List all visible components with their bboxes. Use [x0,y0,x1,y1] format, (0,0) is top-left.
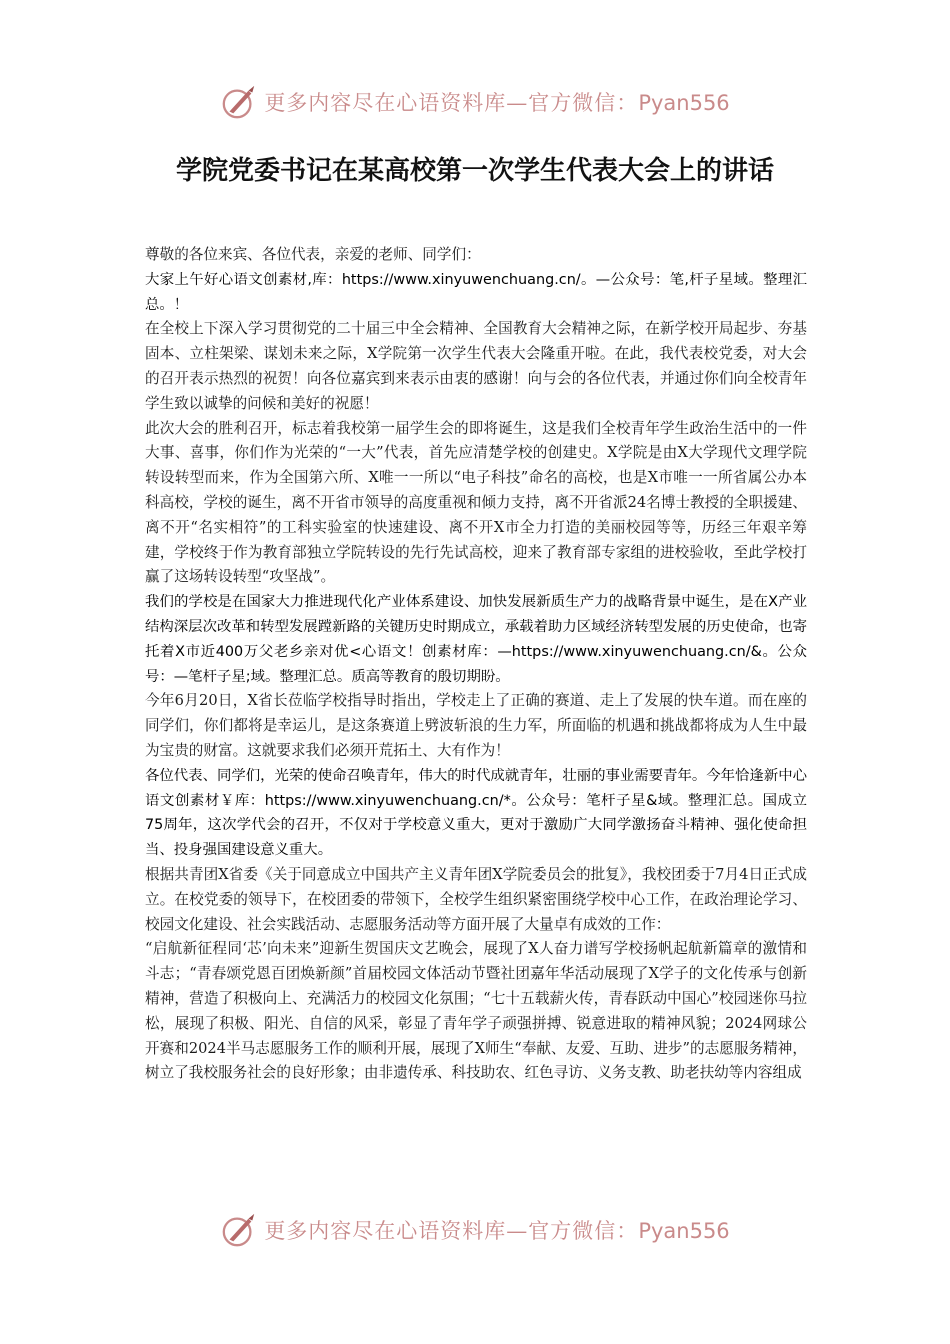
banner-text [264,87,729,117]
paragraph-activities: “启航新征程同‘芯’向未来”迎新生贺国庆文艺晚会，展现了X人奋力谱写学校扬帆起航新篇章的激情和斗志；“青春颂党恩百团焕新颜”首届校园文体活动节暨社团嘉年华活动展现了X学子的文化传承与创新精神，营造了积极向上、充满活力的校园文化氛围；“七十五载薪火传，青春跃动中国心”校园迷你马拉松，展现了积极、阳光、自信的风采，彰显了青年学子顽强拼搏、锐意进取的精神风貌；2024网球公开赛和2024半马志愿服务工作的顺利开展，展现了X师生“奉献、友爱、互助、进步”的志愿服务精神，树立了我校服务社会的良好形象；由非遗传承、科技助农、红色寻访、义务支教、助老扶幼等内容组成 [145,940,807,1082]
paragraph-watermark-1: 大家上午好心语文创素材,库：https://www.xinyuwenchuang.cn/。—公众号：笔,杆子星域。整理汇总。！ [145,271,807,313]
paragraph-youth-call: 各位代表、同学们，光荣的使命召唤青年，伟大的时代成就青年，壮丽的事业需要青年。今年恰逢新中心语文创素材￥库：https://www.xinyuwenchuang.cn/*。公众号：笔杆子星&域。整理汇总。国成立75周年，这次学代会的召开，不仅对于学校意义重大，更对于激励广大同学激扬奋斗精神、强化使命担当、投身强国建设意义重大。 [145,767,807,859]
quill-pen-circle-icon [220,1211,258,1249]
paragraph-opening: 在全校上下深入学习贯彻党的二十届三中全会精神、全国教育大会精神之际，在新学校开局起步、夯基固本、立柱架梁、谋划未来之际，X学院第一次学生代表大会隆重开啦。在此，我代表校党委，对大会的召开表示热烈的祝贺！向各位嘉宾到来表示由衷的感谢！向与会的各位代表，并通过你们向全校青年学生致以诚挚的问候和美好的祝愿！ [145,320,807,412]
paragraph-history: 此次大会的胜利召开，标志着我校第一届学生会的即将诞生，这是我们全校青年学生政治生活中的一件大事、喜事，你们作为光荣的“一大”代表，首先应清楚学校的创建史。X学院是由X大学现代文理学院转设转型而来，作为全国第六所、X唯一一所以“电子科技”命名的高校，也是X市唯一一所省属公办本科高校，学校的诞生，离不开省市领导的高度重视和倾力支持，离不开省派24名博士教授的全职援建、离不开“名实相符”的工科实验室的快速建设、离不开X市全力打造的美丽校园等等，历经三年艰辛筹建，学校终于作为教育部独立学院转设的先行先试高校，迎来了教育部专家组的进校验收，至此学校打赢了这场转设转型“攻坚战”。 [145,419,807,586]
document-body [145,243,807,1086]
banner-text [264,1215,729,1245]
paragraph-salutation: 尊敬的各位来宾、各位代表，亲爱的老师、同学们： [145,246,481,263]
banner-wechat-handle: Pyan556 [638,1219,730,1243]
footer-watermark-banner [0,1208,950,1252]
header-watermark-banner [0,80,950,124]
banner-caption: 更多内容尽在心语资料库—官方微信： [264,91,639,115]
paragraph-governor-visit: 今年6月20日，X省长莅临学校指导时指出，学校走上了正确的赛道、走上了发展的快车道。而在座的同学们，你们都将是幸运儿，是这条赛道上劈波斩浪的生力军，所面临的机遇和挑战都将成为人生中最为宝贵的财富。这就要求我们必须开荒拓土、大有作为！ [145,692,807,759]
paragraph-mission: 我们的学校是在国家大力推进现代化产业体系建设、加快发展新质生产力的战略背景中诞生，是在X产业结构深层次改革和转型发展蹚新路的关键历史时期成立，承载着助力区域经济转型发展的历史使命，也寄托着X市近400万父老乡亲对优<心语文！创素材库：—https://www.xinyuwenchuang.cn/&。公众号：—笔杆子星;域。整理汇总。质高等教育的殷切期盼。 [145,594,807,685]
banner-wechat-handle: Pyan556 [638,91,730,115]
paragraph-league-committee: 根据共青团X省委《关于同意成立中国共产主义青年团X学院委员会的批复》，我校团委于7月4日正式成立。在校党委的领导下，在校团委的带领下，全校学生组织紧密围绕学校中心工作，在政治理论学习、校园文化建设、社会实践活动、志愿服务活动等方面开展了大量卓有成效的工作： [145,865,807,933]
banner-caption: 更多内容尽在心语资料库—官方微信： [264,1219,639,1243]
document-title: 学院党委书记在某高校第一次学生代表大会上的讲话 [175,156,774,186]
quill-pen-circle-icon [220,83,258,121]
